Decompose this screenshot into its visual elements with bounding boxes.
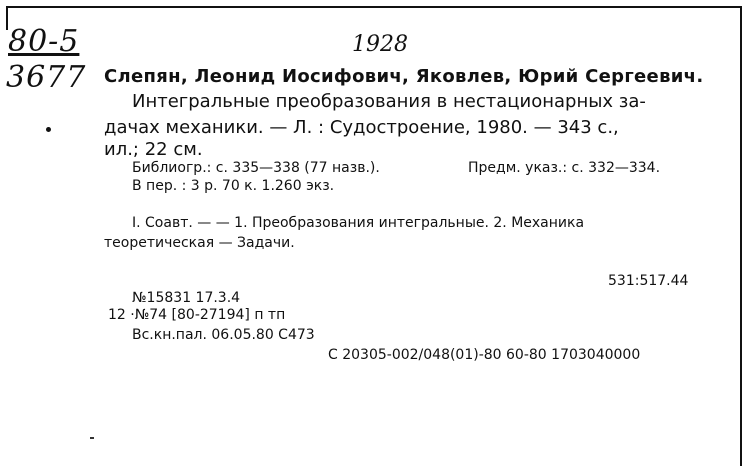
subject-headings-line-2: теоретическая — Задачи. (104, 235, 295, 251)
book-chamber-line: Вс.кн.пал. 06.05.80 С473 (132, 327, 315, 343)
ink-speck (90, 437, 94, 439)
ink-dot (46, 127, 51, 132)
udc-code: 531:517.44 (608, 273, 689, 289)
price-note: В пер. : 3 р. 70 к. 1.260 экз. (132, 178, 335, 194)
classification-code-line: С 20305-002/048(01)-80 60-80 1703040000 (328, 347, 641, 363)
subject-headings-line-1: I. Соавт. — — 1. Преобразования интегральные. 2. Механика (132, 215, 585, 231)
card-border-top (8, 6, 740, 8)
handwritten-shelf-mark-bottom: 3677 (6, 60, 87, 95)
subject-index-note: Предм. указ.: с. 332—334. (468, 160, 661, 176)
card-border-right (740, 6, 742, 466)
bibliography-note: Библиогр.: с. 335—338 (77 назв.). (132, 160, 380, 176)
title-line-2: дачах механики. — Л. : Судостроение, 1980. — 343 с., (104, 117, 619, 138)
record-number-line: №15831 17.3.4 (132, 290, 241, 306)
author-heading: Слепян, Леонид Иосифович, Яковлев, Юрий Сергеевич. (104, 66, 704, 87)
title-line-1: Интегральные преобразования в нестационарных за- (132, 91, 646, 112)
title-line-3: ил.; 22 см. (104, 139, 203, 160)
handwritten-year-note: 1928 (352, 32, 408, 57)
handwritten-shelf-mark-top: 80-5 (8, 24, 80, 59)
order-number-line: 12 ·№74 [80-27194] п тп (108, 307, 286, 323)
